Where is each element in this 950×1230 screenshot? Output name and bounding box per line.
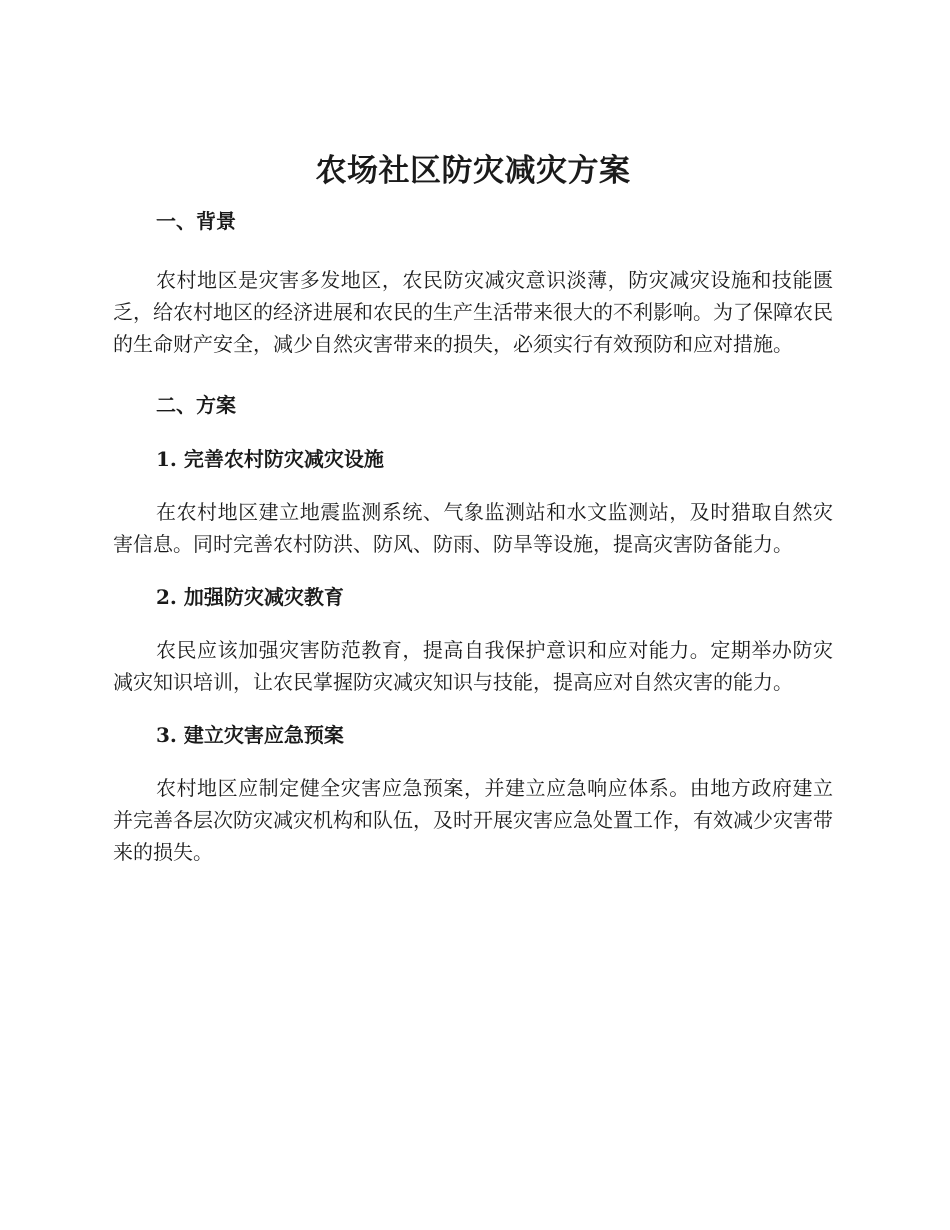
section-paragraph-background: 农村地区是灾害多发地区，农民防灾减灾意识淡薄，防灾减灾设施和技能匮乏，给农村地区的经济进展和农民的生产生活带来很大的不利影响。为了保障农民的生命财产安全，减少自然灾害带来的损失，必须实行有效预防和应对措施。 (113, 268, 833, 356)
subsection-paragraph-education: 农民应该加强灾害防范教育，提高自我保护意识和应对能力。定期举办防灾减灾知识培训，让农民掌握防灾减灾知识与技能，提高应对自然灾害的能力。 (113, 638, 833, 694)
subsection-heading-education: 2. 加强防灾减灾教育 (156, 585, 344, 609)
section-heading-background: 一、背景 (156, 209, 236, 233)
subsection-paragraph-emergency-plan: 农村地区应制定健全灾害应急预案，并建立应急响应体系。由地方政府建立并完善各层次防灾减灾机构和队伍，及时开展灾害应急处置工作，有效减少灾害带来的损失。 (113, 776, 833, 864)
subsection-paragraph-facilities: 在农村地区建立地震监测系统、气象监测站和水文监测站，及时猎取自然灾害信息。同时完善农村防洪、防风、防雨、防旱等设施，提高灾害防备能力。 (113, 500, 833, 556)
section-heading-plan: 二、方案 (156, 393, 236, 417)
document-page (113, 148, 833, 868)
subsection-heading-emergency-plan: 3. 建立灾害应急预案 (156, 723, 344, 747)
document-title: 农场社区防灾减灾方案 (315, 153, 631, 189)
subsection-heading-facilities: 1. 完善农村防灾减灾设施 (156, 447, 384, 471)
